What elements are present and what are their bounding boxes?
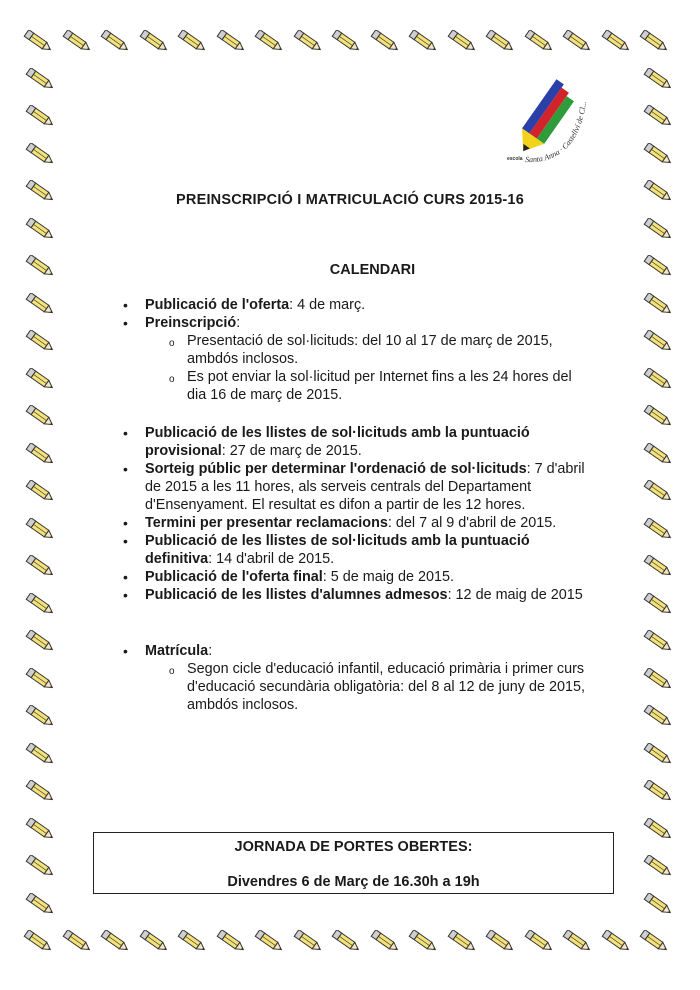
page-title: PREINSCRIPCIÓ I MATRICULACIÓ CURS 2015-16 [176, 192, 524, 208]
sub-list-item: o Es pot enviar la sol·licitud per Internet fins a les 24 hores del dia 16 de març de 2015. [120, 368, 590, 404]
pencil-icon [22, 255, 58, 277]
pencil-icon [640, 743, 676, 765]
pencil-icon [22, 368, 58, 390]
pencil-icon [444, 930, 480, 952]
list-item: • Preinscripció: [120, 314, 590, 332]
pencil-icon [482, 930, 518, 952]
pencil-icon [640, 68, 676, 90]
pencil-icon [22, 143, 58, 165]
pencil-icon [22, 818, 58, 840]
pencil-icon [636, 30, 672, 52]
pencil-icon [640, 218, 676, 240]
list-item: • Termini per presentar reclamacions: del 7 al 9 d'abril de 2015. [120, 514, 590, 532]
list-item: • Publicació de les llistes de sol·licituds amb la puntuació definitiva: 14 d'abril de 2015. [120, 532, 590, 568]
pencil-icon [22, 443, 58, 465]
pencil-icon [290, 930, 326, 952]
pencil-icon [521, 30, 557, 52]
pencil-icon [20, 30, 56, 52]
pencil-icon [251, 30, 287, 52]
pencil-icon [328, 30, 364, 52]
pencil-icon [640, 818, 676, 840]
pencil-icon [59, 930, 95, 952]
pencil-icon [640, 630, 676, 652]
list-item: • Publicació de l'oferta final: 5 de maig de 2015. [120, 568, 590, 586]
list-item: • Matrícula: [120, 642, 590, 660]
school-logo [505, 70, 605, 180]
pencil-icon [22, 330, 58, 352]
pencil-icon [136, 30, 172, 52]
list-item: • Publicació de les llistes de sol·licituds amb la puntuació provisional: 27 de març de 2015. [120, 424, 590, 460]
pencil-icon [22, 705, 58, 727]
pencil-icon [640, 143, 676, 165]
pencil-icon [22, 68, 58, 90]
pencil-icon [640, 518, 676, 540]
open-day-date: Divendres 6 de Març de 16.30h a 19h [227, 874, 480, 890]
pencil-icon [640, 293, 676, 315]
pencil-icon [251, 930, 287, 952]
pencil-icon [640, 705, 676, 727]
calendar-heading: CALENDARI [329, 262, 416, 278]
list-item: • Publicació de l'oferta: 4 de març. [120, 296, 590, 314]
pencil-icon [22, 780, 58, 802]
pencil-icon [22, 555, 58, 577]
pencil-icon [640, 593, 676, 615]
pencil-icon [174, 930, 210, 952]
pencil-icon [22, 180, 58, 202]
pencil-icon [328, 930, 364, 952]
pencil-icon [22, 518, 58, 540]
pencil-icon [22, 630, 58, 652]
list-item: • Sorteig públic per determinar l'ordenació de sol·licituds: 7 d'abril de 2015 a les 11 hores, als serveis centrals del Departament d'Ensenyament. El resultat es difon a partir de les 12 hores. [120, 460, 590, 514]
pencil-icon [482, 30, 518, 52]
pencil-icon [367, 30, 403, 52]
pencil-icon [636, 930, 672, 952]
pencil-icon [405, 930, 441, 952]
pencil-icon [22, 218, 58, 240]
open-day-box [93, 832, 614, 894]
pencil-icon [22, 293, 58, 315]
pencil-icon [22, 855, 58, 877]
logo-school-name: Santa Anna · Castellví de Cl... [525, 100, 589, 165]
logo-prefix: escola [507, 156, 523, 162]
open-day-heading: JORNADA DE PORTES OBERTES: [234, 839, 473, 855]
pencil-icon [290, 30, 326, 52]
pencil-icon [59, 30, 95, 52]
pencil-icon [22, 893, 58, 915]
sub-list-item: o Presentació de sol·licituds: del 10 al 17 de març de 2015, ambdós inclosos. [120, 332, 590, 368]
pencil-icon [640, 893, 676, 915]
pencil-icon [22, 593, 58, 615]
pencil-icon [598, 30, 634, 52]
pencil-icon [521, 930, 557, 952]
pencil-icon [444, 30, 480, 52]
pencil-icon [559, 930, 595, 952]
pencil-icon [20, 930, 56, 952]
pencil-logo-icon [505, 70, 605, 180]
pencil-icon [640, 480, 676, 502]
sub-list-item: o Segon cicle d'educació infantil, educació primària i primer curs d'educació secundària obligatòria: del 8 al 12 de juny de 2015, ambdós inclosos. [120, 660, 590, 714]
pencil-icon [97, 30, 133, 52]
pencil-icon [97, 930, 133, 952]
pencil-icon [22, 668, 58, 690]
pencil-icon [174, 30, 210, 52]
calendar-list [120, 296, 590, 714]
pencil-icon [640, 555, 676, 577]
pencil-icon [640, 180, 676, 202]
pencil-icon [640, 443, 676, 465]
pencil-icon [640, 105, 676, 127]
pencil-icon [213, 30, 249, 52]
pencil-icon [22, 405, 58, 427]
pencil-icon [367, 930, 403, 952]
pencil-icon [640, 780, 676, 802]
pencil-icon [22, 105, 58, 127]
pencil-icon [640, 668, 676, 690]
pencil-icon [640, 405, 676, 427]
pencil-icon [640, 255, 676, 277]
list-item: • Publicació de les llistes d'alumnes admesos: 12 de maig de 2015 [120, 586, 590, 604]
pencil-icon [405, 30, 441, 52]
pencil-icon [640, 330, 676, 352]
pencil-icon [559, 30, 595, 52]
pencil-icon [640, 855, 676, 877]
pencil-icon [136, 930, 172, 952]
pencil-icon [598, 930, 634, 952]
pencil-icon [22, 743, 58, 765]
pencil-icon [640, 368, 676, 390]
pencil-icon [213, 930, 249, 952]
pencil-icon [22, 480, 58, 502]
